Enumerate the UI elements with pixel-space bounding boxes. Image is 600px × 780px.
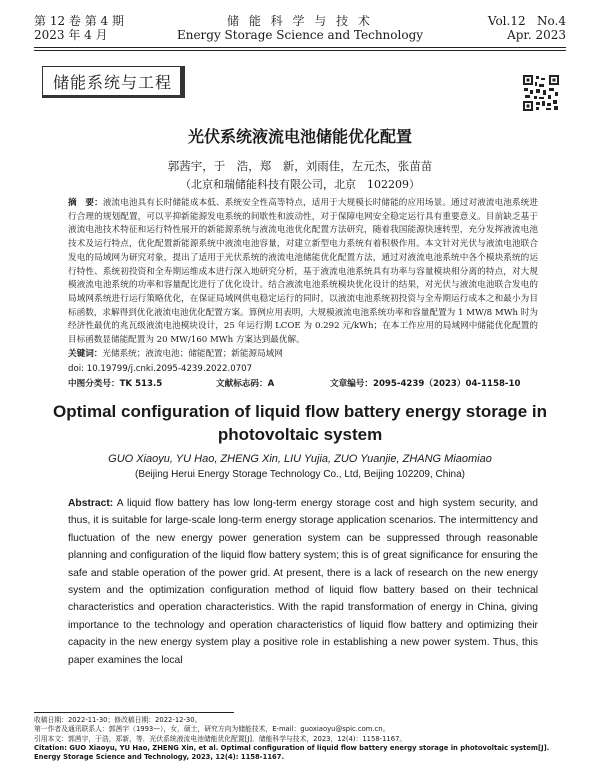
volume-en: Vol.12 No.4: [487, 14, 566, 28]
cite-cn: 引用本文：郭茜宇，于浩，郑新，等．光伏系统液流电池储能优化配置[J]．储能科学与技术，2023，12(4)：1158-1167。: [34, 734, 407, 743]
doi: doi: 10.19799/j.cnki.2095-4239.2022.0707: [68, 364, 253, 374]
header-rule: [34, 47, 566, 48]
citation-en: Citation: GUO Xiaoyu, YU Hao, ZHENG Xin, et al. Optimal configuration of liquid flow battery energy storage in photovoltaic system[J]. Energy Storage Science and Technology, 2023, 12(4): 1158-1167.: [34, 743, 550, 762]
abstract-text-en: A liquid flow battery has low long-term energy storage cost and high system security, and thus, it is suitable for large-scale long-term energy storage application scenarios. The intermittency and fluctuation of the new energy power generation system can be suppressed through reasonable planning and configuration of the liquid flow battery system; this is of great significance for ensuring the safe and stable operation of the power grid. At present, there is a lack of research on the new energy system and the optimization configuration method of liquid flow battery based on their technical characteristics and operation characteristics. With the rapid transformation of energy in China, giving importance to the technology and operation characteristics of liquid flow battery and optimizing their capacity in the new energy system play a positive role in establishing a new power system. Thus, this paper examines the local: [68, 498, 538, 666]
abstract-en: [68, 495, 538, 669]
article-number: 文章编号：2095-4239（2023）04-1158-10: [330, 379, 521, 389]
abstract-label-cn: 摘 要：: [68, 198, 103, 208]
qr-code-icon: [522, 74, 560, 112]
authors-cn: 郭茜宇，于 浩，郑 新，刘雨佳，左元杰，张苗苗: [167, 159, 433, 173]
abstract-cn: [68, 197, 538, 348]
date-en: Apr. 2023: [507, 28, 566, 42]
document-code: 文献标志码：A: [216, 379, 275, 389]
affiliation-cn: （北京和瑞储能科技有限公司，北京 102209）: [180, 178, 420, 191]
authors-en: GUO Xiaoyu, YU Hao, ZHENG Xin, LIU Yujia, ZUO Yuanjie, ZHANG Miaomiao: [108, 453, 492, 465]
keywords-cn: [68, 348, 538, 361]
abstract-label-en: Abstract:: [68, 498, 114, 509]
clc-number: 中图分类号：TK 513.5: [68, 379, 163, 389]
keywords-label-cn: 关键词：: [68, 349, 103, 359]
journal-title-en: Energy Storage Science and Technology: [176, 28, 424, 42]
footnote-rule: [34, 712, 234, 713]
date-cn: 2023 年 4 月: [34, 28, 108, 42]
volume-cn: 第 12 卷 第 4 期: [34, 14, 124, 28]
received-date: 收稿日期：2022-11-30；修改稿日期：2022-12-30。: [34, 716, 202, 724]
section-tag: 储能系统与工程: [42, 66, 185, 98]
header-volume-date-en: [488, 14, 566, 42]
paper-title-en: Optimal configuration of liquid flow battery energy storage in photovoltaic system: [53, 402, 547, 444]
journal-title-cn: 储 能 科 学 与 技 术: [227, 14, 373, 28]
affiliation-en: (Beijing Herui Energy Storage Technology Co., Ltd, Beijing 102209, China): [134, 469, 465, 480]
header-volume-date-cn: [34, 14, 124, 42]
paper-title-cn: 光伏系统液流电池储能优化配置: [187, 127, 412, 146]
keywords-text-cn: 光储系统；液流电池；储能配置；新能源局域网: [102, 349, 283, 359]
abstract-text-cn: 液流电池具有长时储能成本低、系统安全性高等特点，适用于大规模长时储能的应用场景。通过对液流电池系统进行合理的规划配置，可以平抑新能源发电系统的间歇性和波动性，对于保障电网安全稳定运行具有重要意义。目前缺乏基于液流电池技术特征和运行特性展开的新能源系统与液流电池优化配置方法研究，随着我国能源快速转型，充分发挥液流电池技术及运行特点，优化配置新能源系统中液流电池容量，对建立新型电力系统有着积极作用。本文针对光伏与液流电池联合发电的局域网为研究对象，提出了适用于光伏系统的液流电池储能优化配置方法，通过对液流电池系统中各个模块系统的运行特性、系统初投资和全寿期运维成本进行深入地研究分析，基于液流电池系统具有功率与容量模块相分离的特点，对大规模液流电池系统的功率和容量配比进行了优化设计。结合液流电池系统模块优化设计的结果，对光伏与液流电池联合发电的局域网系统进行运行策略优化，在保证局域网供电稳定运行的同时，以液流电池系统初投资与全寿期运行成本之和最小为目标函数，求解得到优化液流电池优化配置方案。算例应用表明，大规模液流电池系统功率和容量配置为 1 MW/8 MWh 时为经济性最优的兆瓦级液流电池模块设计，25 年运行期 LCOE 为 0.292 元/kWh；在本工作应用的局域网中储能优化配置的目标函数显储能配置为 20 MW/160 MWh 方案达到最优解。: [68, 198, 538, 346]
header-journal: [150, 14, 450, 42]
header-rule-thin: [34, 50, 566, 51]
footnotes: [34, 716, 566, 762]
author-info: 第一作者及通讯联系人：郭茜宇（1993—），女，硕士，研究方向为储能技术，E-mail：guoxiaoyu@spic.com.cn。: [34, 725, 390, 734]
